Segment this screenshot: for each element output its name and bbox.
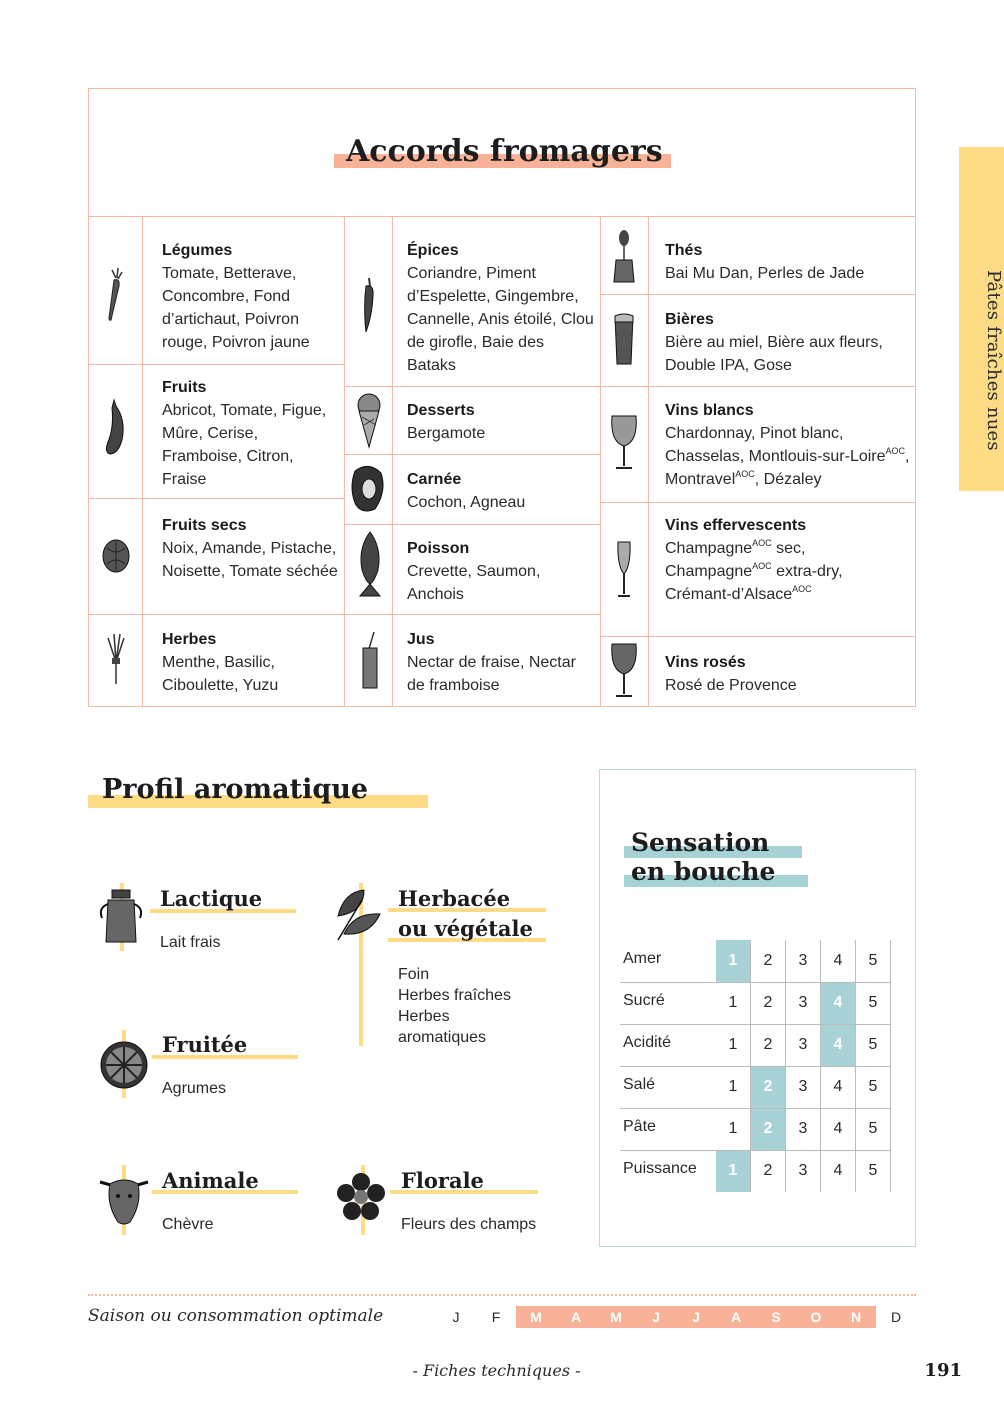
pairing-category: Épices	[407, 242, 459, 259]
sensation-scale-value: 5	[868, 952, 878, 969]
sensation-scale-value: 4	[833, 952, 843, 969]
sensation-selected-value: 2	[751, 1108, 785, 1150]
sensation-scale-value: 1	[728, 1078, 738, 1095]
grid-line	[600, 386, 916, 387]
sensation-scale-value: 2	[763, 952, 773, 969]
sensation-selected-value: 1	[716, 940, 750, 982]
month-active: A	[716, 1306, 756, 1328]
pairing-category: Poisson	[407, 540, 470, 557]
items-text: extra-dry, Crémant-d’Alsace	[665, 563, 843, 603]
grid-line	[88, 614, 344, 615]
grid-line	[344, 614, 600, 615]
pairing-category: Légumes	[162, 242, 233, 259]
pairing-poisson	[407, 537, 587, 606]
pairing-items: Noix, Amande, Pistache, Noisette, Tomate séchée	[162, 540, 338, 580]
pairing-items: Cochon, Agneau	[407, 494, 526, 511]
sensation-label: Acidité	[623, 1034, 672, 1051]
sensation-scale-value: 1	[728, 1036, 738, 1053]
herb-bunch-icon	[104, 632, 128, 686]
grid-line	[142, 216, 143, 707]
pairing-epices	[407, 239, 597, 377]
saison-divider	[88, 1294, 916, 1296]
pairing-items: Coriandre, Piment d’Espelette, Gingembre, Cannelle, Anis étoilé, Clou de girofle, Baie des Bataks	[407, 265, 594, 374]
aroma-title-florale: Florale	[401, 1168, 484, 1193]
pairing-items: Bergamote	[407, 425, 486, 442]
sensation-label: Amer	[623, 950, 662, 967]
sensation-scale-value: 1	[728, 1120, 738, 1137]
sensation-selected-value: 1	[716, 1150, 750, 1192]
tea-infuser-icon	[611, 228, 637, 286]
aoc-mark: AOC	[752, 561, 772, 571]
aroma-desc-lactique: Lait frais	[160, 934, 221, 951]
pairing-items: Rosé de Provence	[665, 677, 797, 694]
month-inactive: D	[890, 1309, 902, 1325]
ham-icon	[349, 461, 387, 515]
month-active: A	[556, 1306, 596, 1328]
sensation-title-line1: Sensation	[631, 828, 770, 857]
sensation-selected-value: 4	[821, 1024, 855, 1066]
items-text: Chardonnay, Pinot blanc, Chasselas, Montlouis-sur-Loire	[665, 425, 886, 465]
sensation-selected-value: 2	[751, 1066, 785, 1108]
items-text: , Montravel	[665, 448, 910, 488]
pairing-category: Herbes	[162, 631, 217, 648]
month-active: O	[796, 1306, 836, 1328]
sensation-scale-value: 1	[728, 994, 738, 1011]
grid-line	[344, 524, 600, 525]
items-text: sec, Champagne	[665, 540, 806, 580]
grid-line	[600, 636, 916, 637]
aroma-desc-florale: Fleurs des champs	[401, 1216, 537, 1233]
aroma-title-lactique: Lactique	[160, 886, 263, 911]
pairing-category: Vins rosés	[665, 654, 746, 671]
pairing-items: Menthe, Basilic, Ciboulette, Yuzu	[162, 654, 279, 694]
pairing-category: Carnée	[407, 471, 462, 488]
items-text: , Dézaley	[754, 471, 822, 488]
footer-section-name: - Fiches techniques -	[412, 1361, 581, 1380]
grid-line	[88, 498, 344, 499]
side-tab-label: Pâtes fraîches nues	[983, 269, 1004, 451]
pairing-legumes	[162, 239, 340, 354]
carrot-icon	[104, 266, 128, 324]
pairing-category: Thés	[665, 242, 703, 259]
grid-line	[344, 454, 600, 455]
grid-line	[648, 216, 649, 707]
aroma-title-fruitee: Fruitée	[162, 1032, 248, 1057]
side-tab	[959, 147, 1004, 491]
scale-grid-line	[620, 1108, 890, 1109]
pairing-items: Bai Mu Dan, Perles de Jade	[665, 265, 865, 282]
sensation-label: Pâte	[623, 1118, 656, 1135]
sensation-scale-value: 5	[868, 1120, 878, 1137]
sensation-scale-value: 5	[868, 1036, 878, 1053]
pairing-fruits-secs	[162, 514, 340, 583]
month-inactive: F	[491, 1309, 501, 1325]
pairing-category: Vins blancs	[665, 402, 754, 419]
sensation-scale-value: 3	[798, 952, 808, 969]
pairing-vins-effervescents	[665, 514, 865, 606]
sensation-scale-value: 5	[868, 994, 878, 1011]
month-active: N	[836, 1306, 876, 1328]
pairing-vins-blancs	[665, 399, 910, 491]
month-active: S	[756, 1306, 796, 1328]
aroma-title-animale: Animale	[162, 1168, 259, 1193]
sensation-scale-value: 2	[763, 1036, 773, 1053]
grid-line	[600, 294, 916, 295]
sensation-scale-value: 4	[833, 1162, 843, 1179]
pairing-bieres	[665, 308, 910, 377]
profil-title: Profil aromatique	[102, 774, 369, 805]
walnut-icon	[101, 538, 131, 574]
fish-icon	[352, 530, 388, 598]
banana-icon	[100, 398, 132, 458]
items-text: Champagne	[665, 540, 753, 557]
grid-line	[392, 216, 393, 707]
month-active: J	[636, 1306, 676, 1328]
sensation-scale-value: 4	[833, 1120, 843, 1137]
aroma-desc-herbacee: Foin Herbes fraîches Herbes aromatiques	[398, 966, 511, 1046]
pairing-carnee	[407, 468, 597, 514]
champagne-flute-icon	[612, 540, 636, 600]
month-inactive: J	[452, 1309, 460, 1325]
page-number: 191	[924, 1360, 962, 1381]
pairing-jus	[407, 628, 587, 697]
pairing-items	[665, 537, 865, 606]
aoc-mark: AOC	[792, 584, 812, 594]
grid-line	[88, 216, 916, 217]
milk-can-icon	[98, 888, 144, 944]
wine-glass-icon	[608, 412, 640, 472]
sensation-label: Salé	[623, 1076, 656, 1093]
pairing-category: Fruits secs	[162, 517, 247, 534]
sensation-label: Sucré	[623, 992, 665, 1009]
scale-grid-line	[890, 940, 891, 1192]
month-active: M	[516, 1306, 556, 1328]
sensation-scale-value: 3	[798, 1036, 808, 1053]
leaves-icon	[334, 886, 384, 942]
pairing-category: Jus	[407, 631, 435, 648]
rose-wine-glass-icon	[608, 640, 640, 700]
pairing-fruits	[162, 376, 340, 491]
scale-grid-line	[620, 1066, 890, 1067]
pairing-category: Fruits	[162, 379, 207, 396]
pairing-herbes	[162, 628, 340, 697]
grid-line	[600, 216, 601, 707]
aoc-mark: AOC	[885, 446, 906, 456]
sensation-label: Puissance	[623, 1160, 697, 1177]
aroma-desc-animale: Chèvre	[162, 1216, 214, 1233]
sensation-scale-value: 3	[798, 1120, 808, 1137]
scale-grid-line	[620, 1024, 890, 1025]
juice-glass-icon	[358, 630, 382, 692]
pairing-items: Nectar de fraise, Nectar de framboise	[407, 654, 576, 694]
scale-grid-line	[620, 1150, 890, 1151]
aroma-desc-fruitee: Agrumes	[162, 1080, 227, 1097]
pairing-category: Desserts	[407, 402, 475, 419]
chili-pepper-icon	[360, 276, 378, 334]
pairing-category: Bières	[665, 311, 714, 328]
pairing-items: Abricot, Tomate, Figue, Mûre, Cerise, Framboise, Citron, Fraise	[162, 402, 327, 488]
pairing-items: Bière au miel, Bière aux fleurs, Double IPA, Gose	[665, 334, 883, 374]
goat-head-icon	[96, 1172, 152, 1228]
sensation-selected-value: 4	[821, 982, 855, 1024]
grid-line	[344, 386, 600, 387]
sensation-scale-value: 5	[868, 1078, 878, 1095]
grid-line	[600, 502, 916, 503]
grid-line	[344, 216, 345, 707]
scale-grid-line	[620, 982, 890, 983]
grid-line	[88, 364, 344, 365]
pairing-thes	[665, 239, 910, 285]
aoc-mark: AOC	[752, 538, 772, 548]
pairing-vins-roses	[665, 651, 910, 697]
sensation-scale-value: 2	[763, 994, 773, 1011]
pairing-items	[665, 422, 910, 491]
pairing-category: Vins effervescents	[665, 517, 807, 534]
accords-title: Accords fromagers	[346, 134, 663, 169]
sensation-scale-value: 3	[798, 1162, 808, 1179]
aroma-title-herbacee-line1: Herbacée	[398, 886, 511, 911]
ice-cream-icon	[355, 391, 383, 449]
month-active: M	[596, 1306, 636, 1328]
sensation-title	[631, 828, 775, 886]
pairing-desserts	[407, 399, 597, 445]
sensation-scale-value: 2	[763, 1162, 773, 1179]
flower-icon	[336, 1172, 386, 1222]
aroma-title-herbacee-line2: ou végétale	[398, 916, 533, 941]
pairing-items: Tomate, Betterave, Concombre, Fond d’artichaut, Poivron rouge, Poivron jaune	[162, 265, 310, 351]
pairing-items: Crevette, Saumon, Anchois	[407, 563, 541, 603]
saison-label: Saison ou consommation optimale	[88, 1306, 384, 1326]
sensation-scale-value: 3	[798, 1078, 808, 1095]
sensation-scale-value: 5	[868, 1162, 878, 1179]
sensation-scale-value: 4	[833, 1078, 843, 1095]
month-active: J	[676, 1306, 716, 1328]
beer-glass-icon	[611, 312, 637, 368]
citrus-slice-icon	[99, 1040, 149, 1090]
sensation-scale-value: 3	[798, 994, 808, 1011]
aoc-mark: AOC	[735, 469, 755, 479]
sensation-title-line2: en bouche	[631, 857, 776, 886]
